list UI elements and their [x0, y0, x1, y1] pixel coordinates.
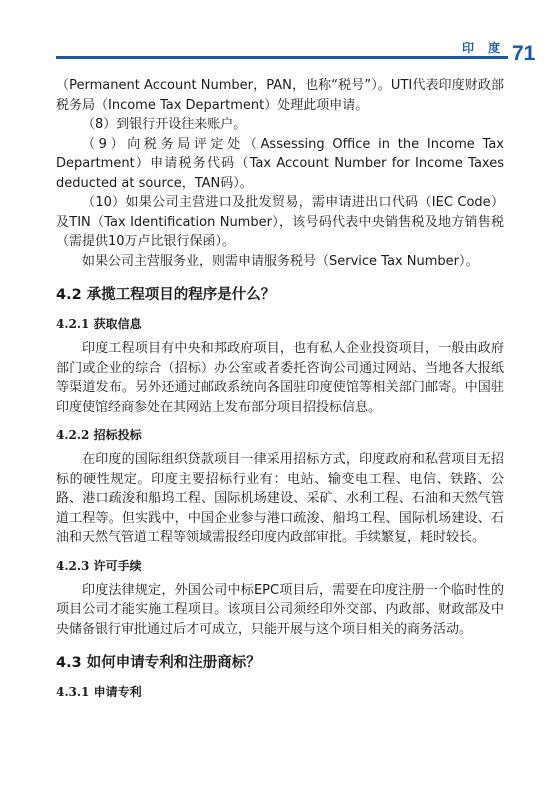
page-number: 71	[512, 42, 536, 65]
subsection-heading-4-2-2: 4.2.2 招标投标	[56, 428, 142, 442]
paragraph-step-10: （10）如果公司主营进口及批发贸易，需申请进出口代码（IEC Code）及TIN（Tax Identification Number），该号码代表中央销售税及地方销售税（需提供10万卢比银行保函）。	[56, 195, 504, 249]
paragraph-step-9: （9）向税务局评定处（Assessing Office in the Income Tax Department）申请税务代码（Tax Account Number for Income Taxes deducted at source，TAN码）。	[56, 136, 504, 191]
paragraph-step-8: （8）到银行开设往来账户。	[82, 117, 247, 132]
paragraph-4-2-1: 印度工程项目有中央和邦政府项目，也有私人企业投资项目，一般由政府部门或企业的综合（招标）办公室或者委托咨询公司通过网站、当地各大报纸等渠道发布。另外还通过邮政系统向各国驻印度使馆等相关部门邮寄。中国驻印度使馆经商参处在其网站上发布部分项目招投标信息。	[56, 341, 504, 415]
paragraph-4-2-3: 印度法律规定，外国公司中标EPC项目后，需要在印度注册一个临时性的项目公司才能实施工程项目。该项目公司须经印外交部、内政部、财政部及中央储备银行审批通过后才可成立，只能开展与这个项目相关的商务活动。	[56, 582, 504, 637]
header-rule	[56, 56, 508, 59]
running-header-title: 印 度	[462, 41, 506, 55]
subsection-heading-4-2-1: 4.2.1 获取信息	[56, 317, 142, 331]
subsection-heading-4-2-3: 4.2.3 许可手续	[56, 558, 142, 573]
page-header	[0, 36, 559, 76]
paragraph-pan-continuation: （Permanent Account Number，PAN，也称“税号”）。UTI代表印度财政部税务局（Income Tax Department）处理此项申请。	[56, 78, 504, 113]
page-body	[56, 76, 504, 707]
section-heading-4-3: 4.3 如何申请专利和注册商标？	[56, 655, 261, 671]
paragraph-4-2-2: 在印度的国际组织贷款项目一律采用招标方式，印度政府和私营项目无招标的硬性规定。印度主要招标行业有：电站、输变电工程、电信、铁路、公路、港口疏浚和船坞工程、国际机场建设、采矿、水利工程、石油和天然气管道工程等。但实践中，中国企业参与港口疏浚、船坞工程、国际机场建设、石油和天然气管道工程等领域需报经印度内政部审批。手续繁复，耗时较长。	[56, 452, 504, 545]
subsection-heading-4-3-1: 4.3.1 申请专利	[56, 685, 142, 699]
section-heading-4-2: 4.2 承揽工程项目的程序是什么？	[56, 287, 276, 303]
paragraph-service-tax: 如果公司主营服务业，则需申请服务税号（Service Tax Number）。	[82, 253, 479, 269]
